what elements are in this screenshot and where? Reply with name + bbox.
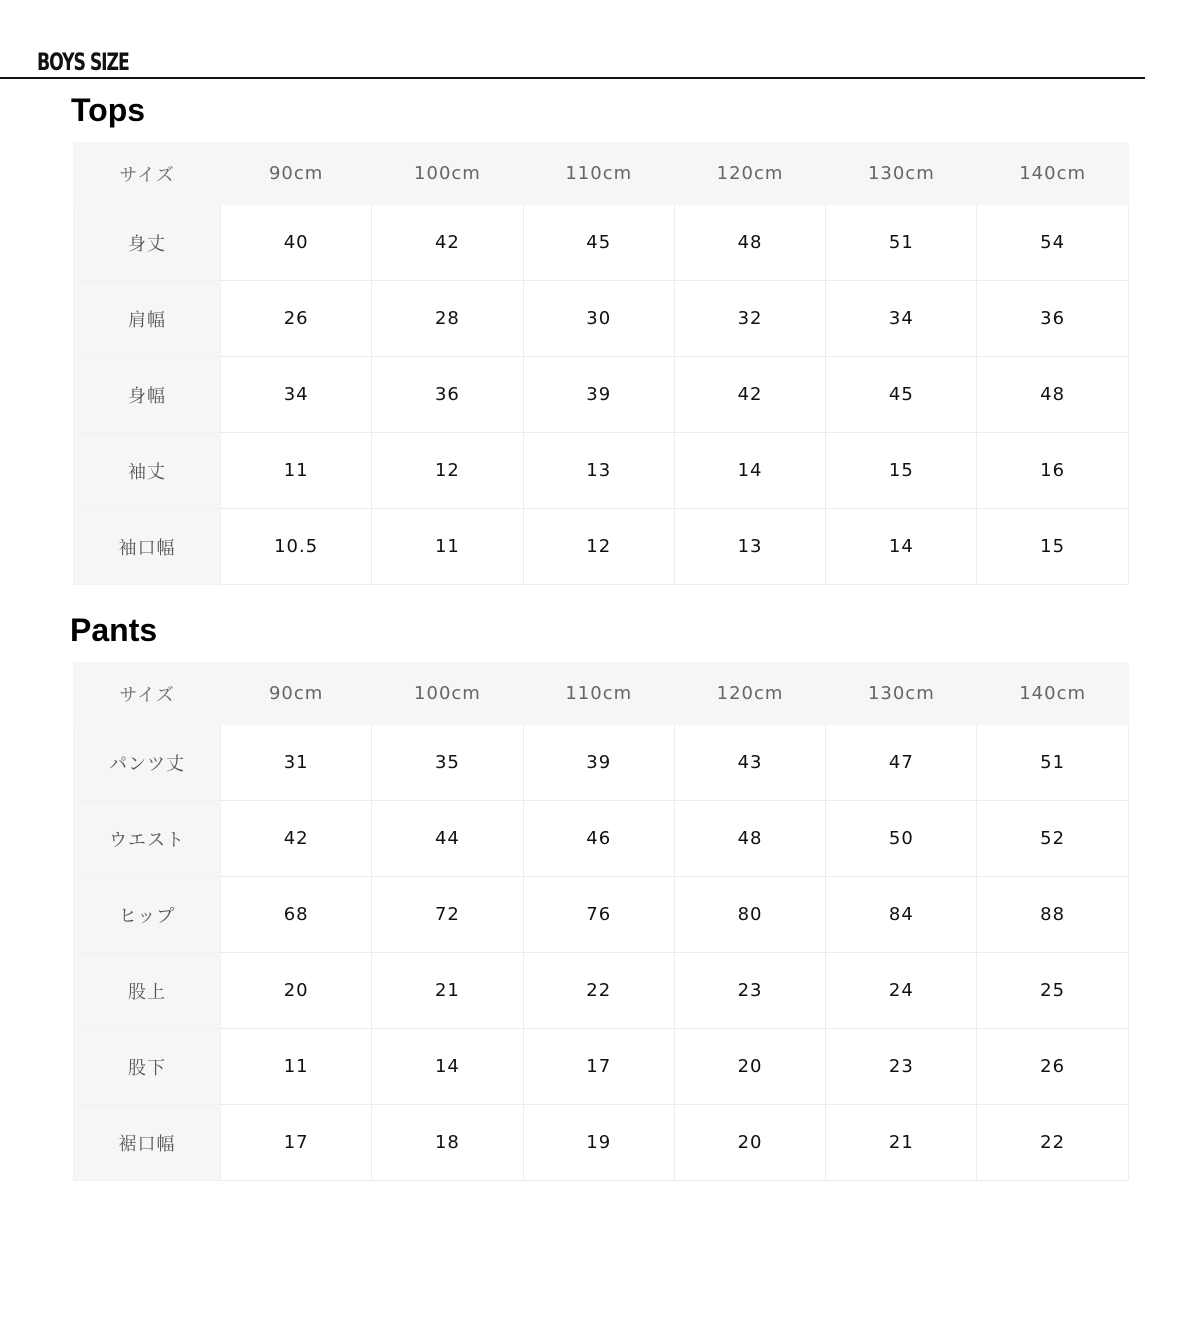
table-row xyxy=(74,877,1129,953)
table-cell: 20 xyxy=(221,953,372,1029)
table-cell: 12 xyxy=(372,433,523,509)
size-column-header: 140cm xyxy=(977,143,1128,205)
size-header-cell: サイズ xyxy=(74,143,221,205)
table-cell: 28 xyxy=(372,281,523,357)
table-cell: 42 xyxy=(221,801,372,877)
size-column-header: 130cm xyxy=(826,143,977,205)
row-label: 股下 xyxy=(74,1029,221,1105)
table-cell: 88 xyxy=(977,877,1128,953)
table-row xyxy=(74,281,1129,357)
size-column-header: 90cm xyxy=(221,143,372,205)
table-cell: 51 xyxy=(826,205,977,281)
table-cell: 16 xyxy=(977,433,1128,509)
table-row xyxy=(74,357,1129,433)
table-cell: 20 xyxy=(674,1105,825,1181)
table-cell: 13 xyxy=(523,433,674,509)
table-cell: 39 xyxy=(523,357,674,433)
table-cell: 39 xyxy=(523,725,674,801)
table-cell: 72 xyxy=(372,877,523,953)
table-cell: 15 xyxy=(826,433,977,509)
table-row xyxy=(74,509,1129,585)
pants-section-title: Pants xyxy=(70,612,158,648)
table-cell: 44 xyxy=(372,801,523,877)
row-label: 裾口幅 xyxy=(74,1105,221,1181)
table-cell: 17 xyxy=(221,1105,372,1181)
table-cell: 11 xyxy=(221,1029,372,1105)
table-cell: 76 xyxy=(523,877,674,953)
table-cell: 34 xyxy=(221,357,372,433)
table-row xyxy=(74,433,1129,509)
table-cell: 26 xyxy=(977,1029,1128,1105)
table-cell: 30 xyxy=(523,281,674,357)
table-cell: 52 xyxy=(977,801,1128,877)
table-cell: 15 xyxy=(977,509,1128,585)
table-row xyxy=(74,1105,1129,1181)
tops-section-title: Tops xyxy=(71,92,146,128)
table-cell: 14 xyxy=(372,1029,523,1105)
table-cell: 36 xyxy=(977,281,1128,357)
row-label: ヒップ xyxy=(74,877,221,953)
table-cell: 12 xyxy=(523,509,674,585)
size-column-header: 130cm xyxy=(826,663,977,725)
table-cell: 26 xyxy=(221,281,372,357)
table-cell: 10.5 xyxy=(221,509,372,585)
table-cell: 50 xyxy=(826,801,977,877)
table-cell: 31 xyxy=(221,725,372,801)
page-title: BOYS SIZE xyxy=(37,48,129,76)
size-column-header: 110cm xyxy=(523,663,674,725)
table-row xyxy=(74,205,1129,281)
table-cell: 51 xyxy=(977,725,1128,801)
table-cell: 46 xyxy=(523,801,674,877)
table-header-row xyxy=(74,143,1129,205)
row-label: 身丈 xyxy=(74,205,221,281)
row-label: 袖口幅 xyxy=(74,509,221,585)
table-row xyxy=(74,953,1129,1029)
table-cell: 22 xyxy=(977,1105,1128,1181)
table-cell: 21 xyxy=(826,1105,977,1181)
table-cell: 36 xyxy=(372,357,523,433)
size-column-header: 90cm xyxy=(221,663,372,725)
table-cell: 25 xyxy=(977,953,1128,1029)
table-cell: 21 xyxy=(372,953,523,1029)
table-cell: 47 xyxy=(826,725,977,801)
table-row xyxy=(74,725,1129,801)
table-cell: 48 xyxy=(674,205,825,281)
size-column-header: 120cm xyxy=(674,663,825,725)
size-header-cell: サイズ xyxy=(74,663,221,725)
row-label: ウエスト xyxy=(74,801,221,877)
table-header-row xyxy=(74,663,1129,725)
pants-size-table xyxy=(73,662,1129,1181)
table-cell: 19 xyxy=(523,1105,674,1181)
table-cell: 23 xyxy=(826,1029,977,1105)
table-cell: 13 xyxy=(674,509,825,585)
size-column-header: 110cm xyxy=(523,143,674,205)
table-cell: 17 xyxy=(523,1029,674,1105)
size-column-header: 120cm xyxy=(674,143,825,205)
table-cell: 84 xyxy=(826,877,977,953)
size-column-header: 100cm xyxy=(372,143,523,205)
table-row xyxy=(74,801,1129,877)
table-cell: 11 xyxy=(221,433,372,509)
table-cell: 14 xyxy=(826,509,977,585)
table-cell: 32 xyxy=(674,281,825,357)
row-label: 身幅 xyxy=(74,357,221,433)
row-label: 股上 xyxy=(74,953,221,1029)
table-cell: 34 xyxy=(826,281,977,357)
row-label: 袖丈 xyxy=(74,433,221,509)
size-column-header: 140cm xyxy=(977,663,1128,725)
table-cell: 68 xyxy=(221,877,372,953)
table-cell: 24 xyxy=(826,953,977,1029)
table-cell: 48 xyxy=(674,801,825,877)
table-cell: 18 xyxy=(372,1105,523,1181)
table-cell: 14 xyxy=(674,433,825,509)
size-column-header: 100cm xyxy=(372,663,523,725)
table-row xyxy=(74,1029,1129,1105)
row-label: パンツ丈 xyxy=(74,725,221,801)
table-cell: 45 xyxy=(826,357,977,433)
row-label: 肩幅 xyxy=(74,281,221,357)
table-cell: 11 xyxy=(372,509,523,585)
page-header xyxy=(0,46,1145,79)
table-cell: 42 xyxy=(674,357,825,433)
table-cell: 54 xyxy=(977,205,1128,281)
table-cell: 45 xyxy=(523,205,674,281)
tops-size-table xyxy=(73,142,1129,585)
table-cell: 48 xyxy=(977,357,1128,433)
table-cell: 23 xyxy=(674,953,825,1029)
table-cell: 22 xyxy=(523,953,674,1029)
table-cell: 80 xyxy=(674,877,825,953)
table-cell: 40 xyxy=(221,205,372,281)
table-cell: 42 xyxy=(372,205,523,281)
table-cell: 20 xyxy=(674,1029,825,1105)
table-cell: 35 xyxy=(372,725,523,801)
table-cell: 43 xyxy=(674,725,825,801)
